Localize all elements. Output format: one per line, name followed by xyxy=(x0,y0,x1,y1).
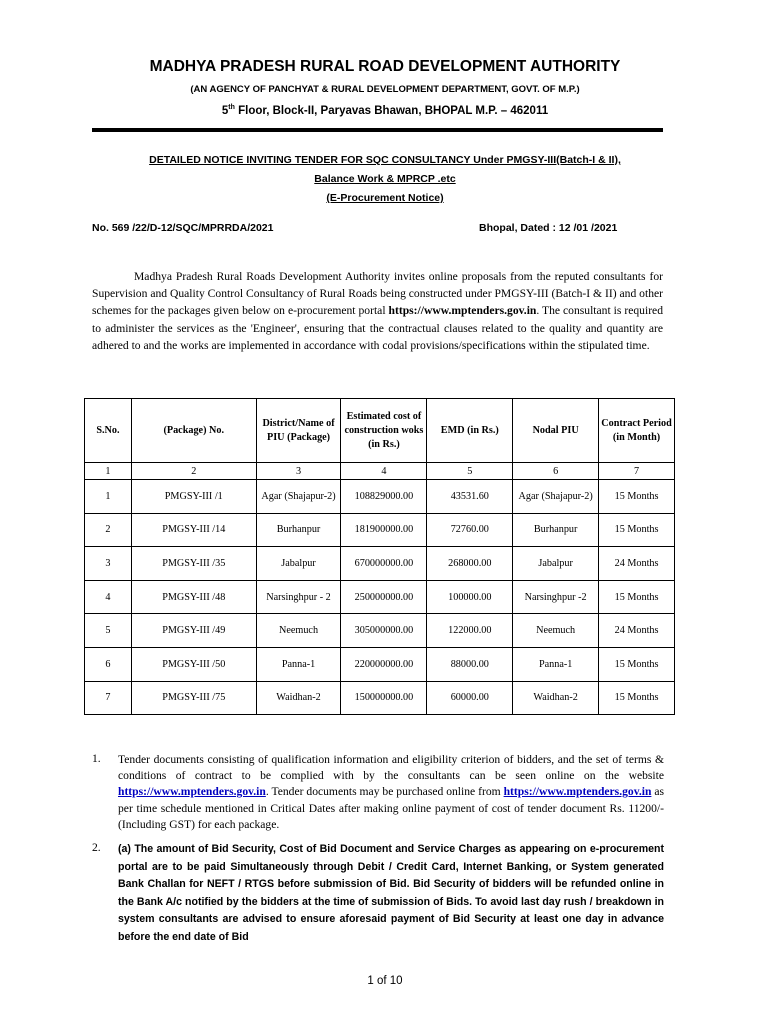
header-emd: EMD (in Rs.) xyxy=(427,399,513,463)
condition-1-text-a: Tender documents consisting of qualification information and eligibility criterion of bidders, and the set of terms & conditions of contract to be complied with by the consultants can be seen online on the website xyxy=(118,753,664,783)
cell-sno: 2 xyxy=(85,513,132,547)
cell-sno: 3 xyxy=(85,547,132,581)
column-number: 7 xyxy=(599,463,675,480)
cell-sno: 6 xyxy=(85,647,132,681)
column-number: 1 xyxy=(85,463,132,480)
cell-contract-period: 15 Months xyxy=(599,647,675,681)
condition-number: 2. xyxy=(92,841,101,855)
table-row xyxy=(85,547,675,581)
condition-number: 1. xyxy=(92,752,101,765)
header-package: (Package) No. xyxy=(131,399,256,463)
header-divider xyxy=(92,128,663,132)
condition-1-text-b: . Tender documents may be purchased online from xyxy=(265,785,504,799)
cell-contract-period: 15 Months xyxy=(599,580,675,614)
portal-link[interactable]: https://www.mptenders.gov.in xyxy=(503,785,652,799)
page-number: 1 of 10 xyxy=(367,975,403,987)
cell-nodal-piu: Waidhan-2 xyxy=(513,681,599,715)
table-header-row xyxy=(85,399,675,463)
cell-package: PMGSY-III /35 xyxy=(131,547,256,581)
cell-district: Jabalpur xyxy=(256,547,341,581)
cell-package: PMGSY-III /50 xyxy=(131,647,256,681)
header-estimated-cost: Estimated cost of construction woks (in Rs.) xyxy=(341,399,427,463)
cell-emd: 100000.00 xyxy=(427,580,513,614)
cell-nodal-piu: Jabalpur xyxy=(513,547,599,581)
cell-estimated-cost: 305000000.00 xyxy=(341,614,427,648)
condition-text xyxy=(118,752,664,833)
page-title: MADHYA PRADESH RURAL ROAD DEVELOPMENT AUTHORITY xyxy=(149,58,621,75)
agency-subtitle: (AN AGENCY OF PANCHYAT & RURAL DEVELOPMENT DEPARTMENT, GOVT. OF M.P.) xyxy=(190,84,580,95)
cell-emd: 122000.00 xyxy=(427,614,513,648)
cell-district: Narsinghpur - 2 xyxy=(256,580,341,614)
column-number: 5 xyxy=(427,463,513,480)
cell-sno: 1 xyxy=(85,480,132,514)
cell-emd: 43531.60 xyxy=(427,480,513,514)
table-row xyxy=(85,681,675,715)
cell-sno: 4 xyxy=(85,580,132,614)
intro-paragraph xyxy=(92,268,663,354)
cell-district: Neemuch xyxy=(256,614,341,648)
intro-portal-link[interactable]: https://www.mptenders.gov.in xyxy=(388,304,537,318)
reference-number: No. 569 /22/D-12/SQC/MPRRDA/2021 xyxy=(92,222,274,234)
table-row xyxy=(85,480,675,514)
tender-packages-table xyxy=(84,398,675,715)
column-number: 6 xyxy=(513,463,599,480)
cell-estimated-cost: 670000000.00 xyxy=(341,547,427,581)
cell-nodal-piu: Neemuch xyxy=(513,614,599,648)
intro-text-2: . The consultant is required to administer the services as the 'Engineer', ensuring that the contractual clauses related to the quality and quantity are adhered to and the works are implemented in accordance with codal provisions/specifications within the stipulated time. xyxy=(92,304,663,352)
cell-package: PMGSY-III /49 xyxy=(131,614,256,648)
notice-line-1: DETAILED NOTICE INVITING TENDER FOR SQC CONSULTANCY Under PMGSY-III(Batch-I & II), xyxy=(149,154,621,166)
cell-district: Agar (Shajapur-2) xyxy=(256,480,341,514)
conditions-list xyxy=(92,752,664,955)
cell-estimated-cost: 150000000.00 xyxy=(341,681,427,715)
condition-1-text-c: as per time schedule mentioned in Critical Dates after making online payment of cost of tender document Rs. 11200/- (Including GST) for each package. xyxy=(118,785,665,831)
address-floor-suffix: th xyxy=(228,104,235,111)
address-rest: Floor, Block-II, Paryavas Bhawan, BHOPAL M.P. – 462011 xyxy=(234,104,549,117)
cell-emd: 60000.00 xyxy=(427,681,513,715)
cell-district: Waidhan-2 xyxy=(256,681,341,715)
cell-contract-period: 15 Months xyxy=(599,480,675,514)
cell-sno: 5 xyxy=(85,614,132,648)
cell-nodal-piu: Burhanpur xyxy=(513,513,599,547)
table-row xyxy=(85,513,675,547)
cell-nodal-piu: Narsinghpur -2 xyxy=(513,580,599,614)
cell-emd: 88000.00 xyxy=(427,647,513,681)
cell-sno: 7 xyxy=(85,681,132,715)
cell-emd: 72760.00 xyxy=(427,513,513,547)
header-nodal-piu: Nodal PIU xyxy=(513,399,599,463)
cell-estimated-cost: 181900000.00 xyxy=(341,513,427,547)
header-contract-period: Contract Period (in Month) xyxy=(599,399,675,463)
portal-link[interactable]: https://www.mptenders.gov.in xyxy=(118,785,266,799)
cell-package: PMGSY-III /1 xyxy=(131,480,256,514)
cell-emd: 268000.00 xyxy=(427,547,513,581)
column-number: 3 xyxy=(256,463,341,480)
column-number: 4 xyxy=(341,463,427,480)
cell-estimated-cost: 250000000.00 xyxy=(341,580,427,614)
office-address xyxy=(0,104,770,117)
cell-nodal-piu: Agar (Shajapur-2) xyxy=(513,480,599,514)
condition-text: (a) The amount of Bid Security, Cost of Bid Document and Service Charges as appearing on e-procurement portal are to be paid Simultaneously through Debit / Credit Card, Internet Banking, or System generated Bank Challan for NEFT / RTGS before submission of Bid. Bid Security of bidders will be refunded online in the Bank A/c notified by the bidders at the time of submission of Bids. To avoid last day rush / breakdown in system consultants are advised to ensure aforesaid payment of Bid Security at least one day in advance before the end date of Bid xyxy=(118,843,664,943)
condition-item xyxy=(92,752,664,833)
header-sno: S.No. xyxy=(85,399,132,463)
cell-package: PMGSY-III /48 xyxy=(131,580,256,614)
cell-district: Burhanpur xyxy=(256,513,341,547)
table-row xyxy=(85,614,675,648)
notice-heading xyxy=(0,151,770,208)
column-number-row xyxy=(85,463,675,480)
column-number: 2 xyxy=(131,463,256,480)
notice-line-2: Balance Work & MPRCP .etc xyxy=(314,173,456,185)
cell-district: Panna-1 xyxy=(256,647,341,681)
cell-nodal-piu: Panna-1 xyxy=(513,647,599,681)
table-row xyxy=(85,580,675,614)
cell-estimated-cost: 220000000.00 xyxy=(341,647,427,681)
notice-line-3: (E-Procurement Notice) xyxy=(326,192,444,204)
header-district: District/Name of PIU (Package) xyxy=(256,399,341,463)
cell-estimated-cost: 108829000.00 xyxy=(341,480,427,514)
cell-contract-period: 24 Months xyxy=(599,614,675,648)
address-floor: 5 xyxy=(221,104,229,117)
reference-date: Bhopal, Dated : 12 /01 /2021 xyxy=(479,222,618,234)
cell-package: PMGSY-III /75 xyxy=(131,681,256,715)
table-row xyxy=(85,647,675,681)
cell-contract-period: 15 Months xyxy=(599,513,675,547)
intro-text-1: Madhya Pradesh Rural Roads Development Authority invites online proposals from the reputed consultants for Supervision and Quality Control Consultancy of Rural Roads being constructed under PMGSY-III (Batch-I & II) and other schemes for the packages given below on e-procurement portal xyxy=(92,270,663,318)
condition-item xyxy=(92,841,664,947)
cell-contract-period: 24 Months xyxy=(599,547,675,581)
cell-contract-period: 15 Months xyxy=(599,681,675,715)
cell-package: PMGSY-III /14 xyxy=(131,513,256,547)
